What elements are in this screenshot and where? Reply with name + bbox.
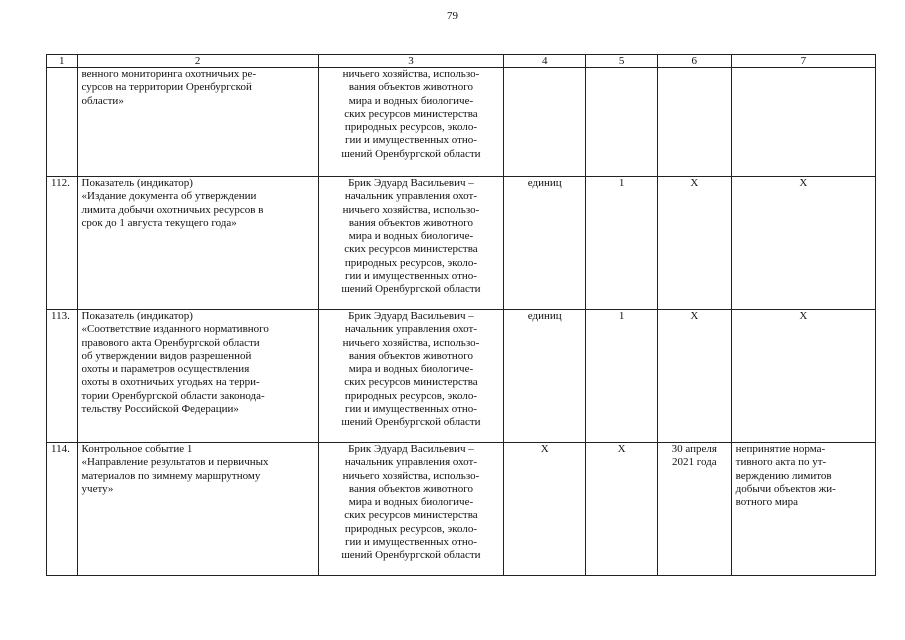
unit-cell: единиц [504, 310, 586, 443]
column-header-7: 7 [731, 55, 875, 68]
table-header-row [47, 55, 876, 68]
value-cell [586, 68, 658, 177]
table-row [47, 177, 876, 310]
column-header-2: 2 [77, 55, 318, 68]
row-number: 112. [47, 177, 78, 310]
column-header-5: 5 [586, 55, 658, 68]
item-name: Показатель (индикатор) «Издание документа об утверждении лимита добычи охотничьих ресурсов в срок до 1 августа текущего года» [77, 177, 318, 310]
responsible-person: Брик Эдуард Васильевич – начальник управления охот- ничьего хозяйства, использо- вания объектов животного мира и водных биологиче- ских ресурсов министерства природных ресурсов, эколо- гии и имущественных отно- шений Оренбургской области [318, 310, 503, 443]
item-name: венного мониторинга охотничьих ре- сурсов на территории Оренбургской области» [77, 68, 318, 177]
unit-cell: единиц [504, 177, 586, 310]
value-cell: Х [586, 443, 658, 576]
item-name: Контрольное событие 1 «Направление результатов и первичных материалов по зимнему маршрутному учету» [77, 443, 318, 576]
row-number [47, 68, 78, 177]
risk-cell: непринятие норма- тивного акта по ут- верждению лимитов добычи объектов жи- вотного мира [731, 443, 875, 576]
table-row [47, 68, 876, 177]
unit-cell: Х [504, 443, 586, 576]
responsible-person: Брик Эдуард Васильевич – начальник управления охот- ничьего хозяйства, использо- вания объектов животного мира и водных биологиче- ских ресурсов министерства природных ресурсов, эколо- гии и имущественных отно- шений Оренбургской области [318, 177, 503, 310]
row-number: 113. [47, 310, 78, 443]
date-cell: Х [657, 177, 731, 310]
value-cell: 1 [586, 177, 658, 310]
row-number: 114. [47, 443, 78, 576]
item-name: Показатель (индикатор) «Соответствие изданного нормативного правового акта Оренбургской области об утверждении видов разрешенной охоты и параметров осуществления охоты в охотничьих угодьях на терри- тории Оренбургской области законода- тельству Российской Федерации» [77, 310, 318, 443]
risk-cell [731, 68, 875, 177]
unit-cell [504, 68, 586, 177]
responsible-person: ничьего хозяйства, использо- вания объектов животного мира и водных биологиче- ских ресурсов министерства природных ресурсов, эколо- гии и имущественных отно- шений Оренбургской области [318, 68, 503, 177]
value-cell: 1 [586, 310, 658, 443]
plan-table [46, 54, 876, 576]
table-row [47, 310, 876, 443]
date-cell [657, 68, 731, 177]
page-number: 79 [447, 10, 458, 22]
responsible-person: Брик Эдуард Васильевич – начальник управления охот- ничьего хозяйства, использо- вания объектов животного мира и водных биологиче- ских ресурсов министерства природных ресурсов, эколо- гии и имущественных отно- шений Оренбургской области [318, 443, 503, 576]
column-header-1: 1 [47, 55, 78, 68]
table-row [47, 443, 876, 576]
column-header-4: 4 [504, 55, 586, 68]
date-cell: 30 апреля 2021 года [657, 443, 731, 576]
column-header-3: 3 [318, 55, 503, 68]
date-cell: Х [657, 310, 731, 443]
risk-cell: Х [731, 177, 875, 310]
column-header-6: 6 [657, 55, 731, 68]
risk-cell: Х [731, 310, 875, 443]
